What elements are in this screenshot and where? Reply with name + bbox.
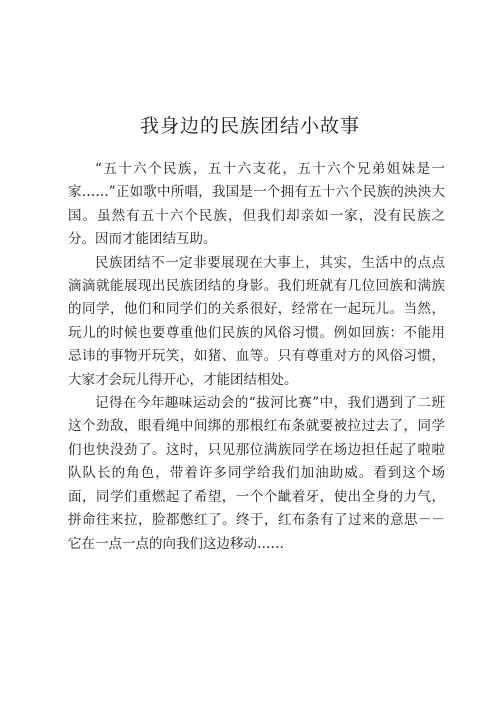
paragraph-1: “五十六个民族，五十六支花，五十六个兄弟姐妹是一家……”正如歌中所唱，我国是一个拥有五十六个民族的泱泱大国。虽然有五十六个民族，但我们却亲如一家，没有民族之分。因而才能团结互助。	[68, 161, 445, 248]
paragraph-3: 记得在今年趣味运动会的“拔河比赛”中，我们遇到了二班这个劲敌，眼看绳中间绑的那根红布条就要被拉过去了，同学们也快没劲了。这时，只见那位满族同学在场边担任起了啦啦队队长的角色，带着许多同学给我们加油助威。看到这个场面，同学们重燃起了希望，一个个龇着牙，使出全身的力气，拼命往来拉，脸都憋红了。终于，红布条有了过来的意思－－它在一点一点的向我们这边移动……	[68, 395, 445, 552]
document-body	[68, 158, 445, 556]
document-title: 我身边的民族团结小故事	[139, 115, 360, 137]
paragraph-2: 民族团结不一定非要展现在大事上，其实，生活中的点点滴滴就能展现出民族团结的身影。我们班就有几位回族和满族的同学，他们和同学们的关系很好，经常在一起玩儿。当然，玩儿的时候也要尊重他们民族的风俗习惯。例如回族：不能用忌讳的事物开玩笑，如猪、血等。只有尊重对方的风俗习惯，大家才会玩儿得开心，才能团结相处。	[68, 254, 445, 388]
